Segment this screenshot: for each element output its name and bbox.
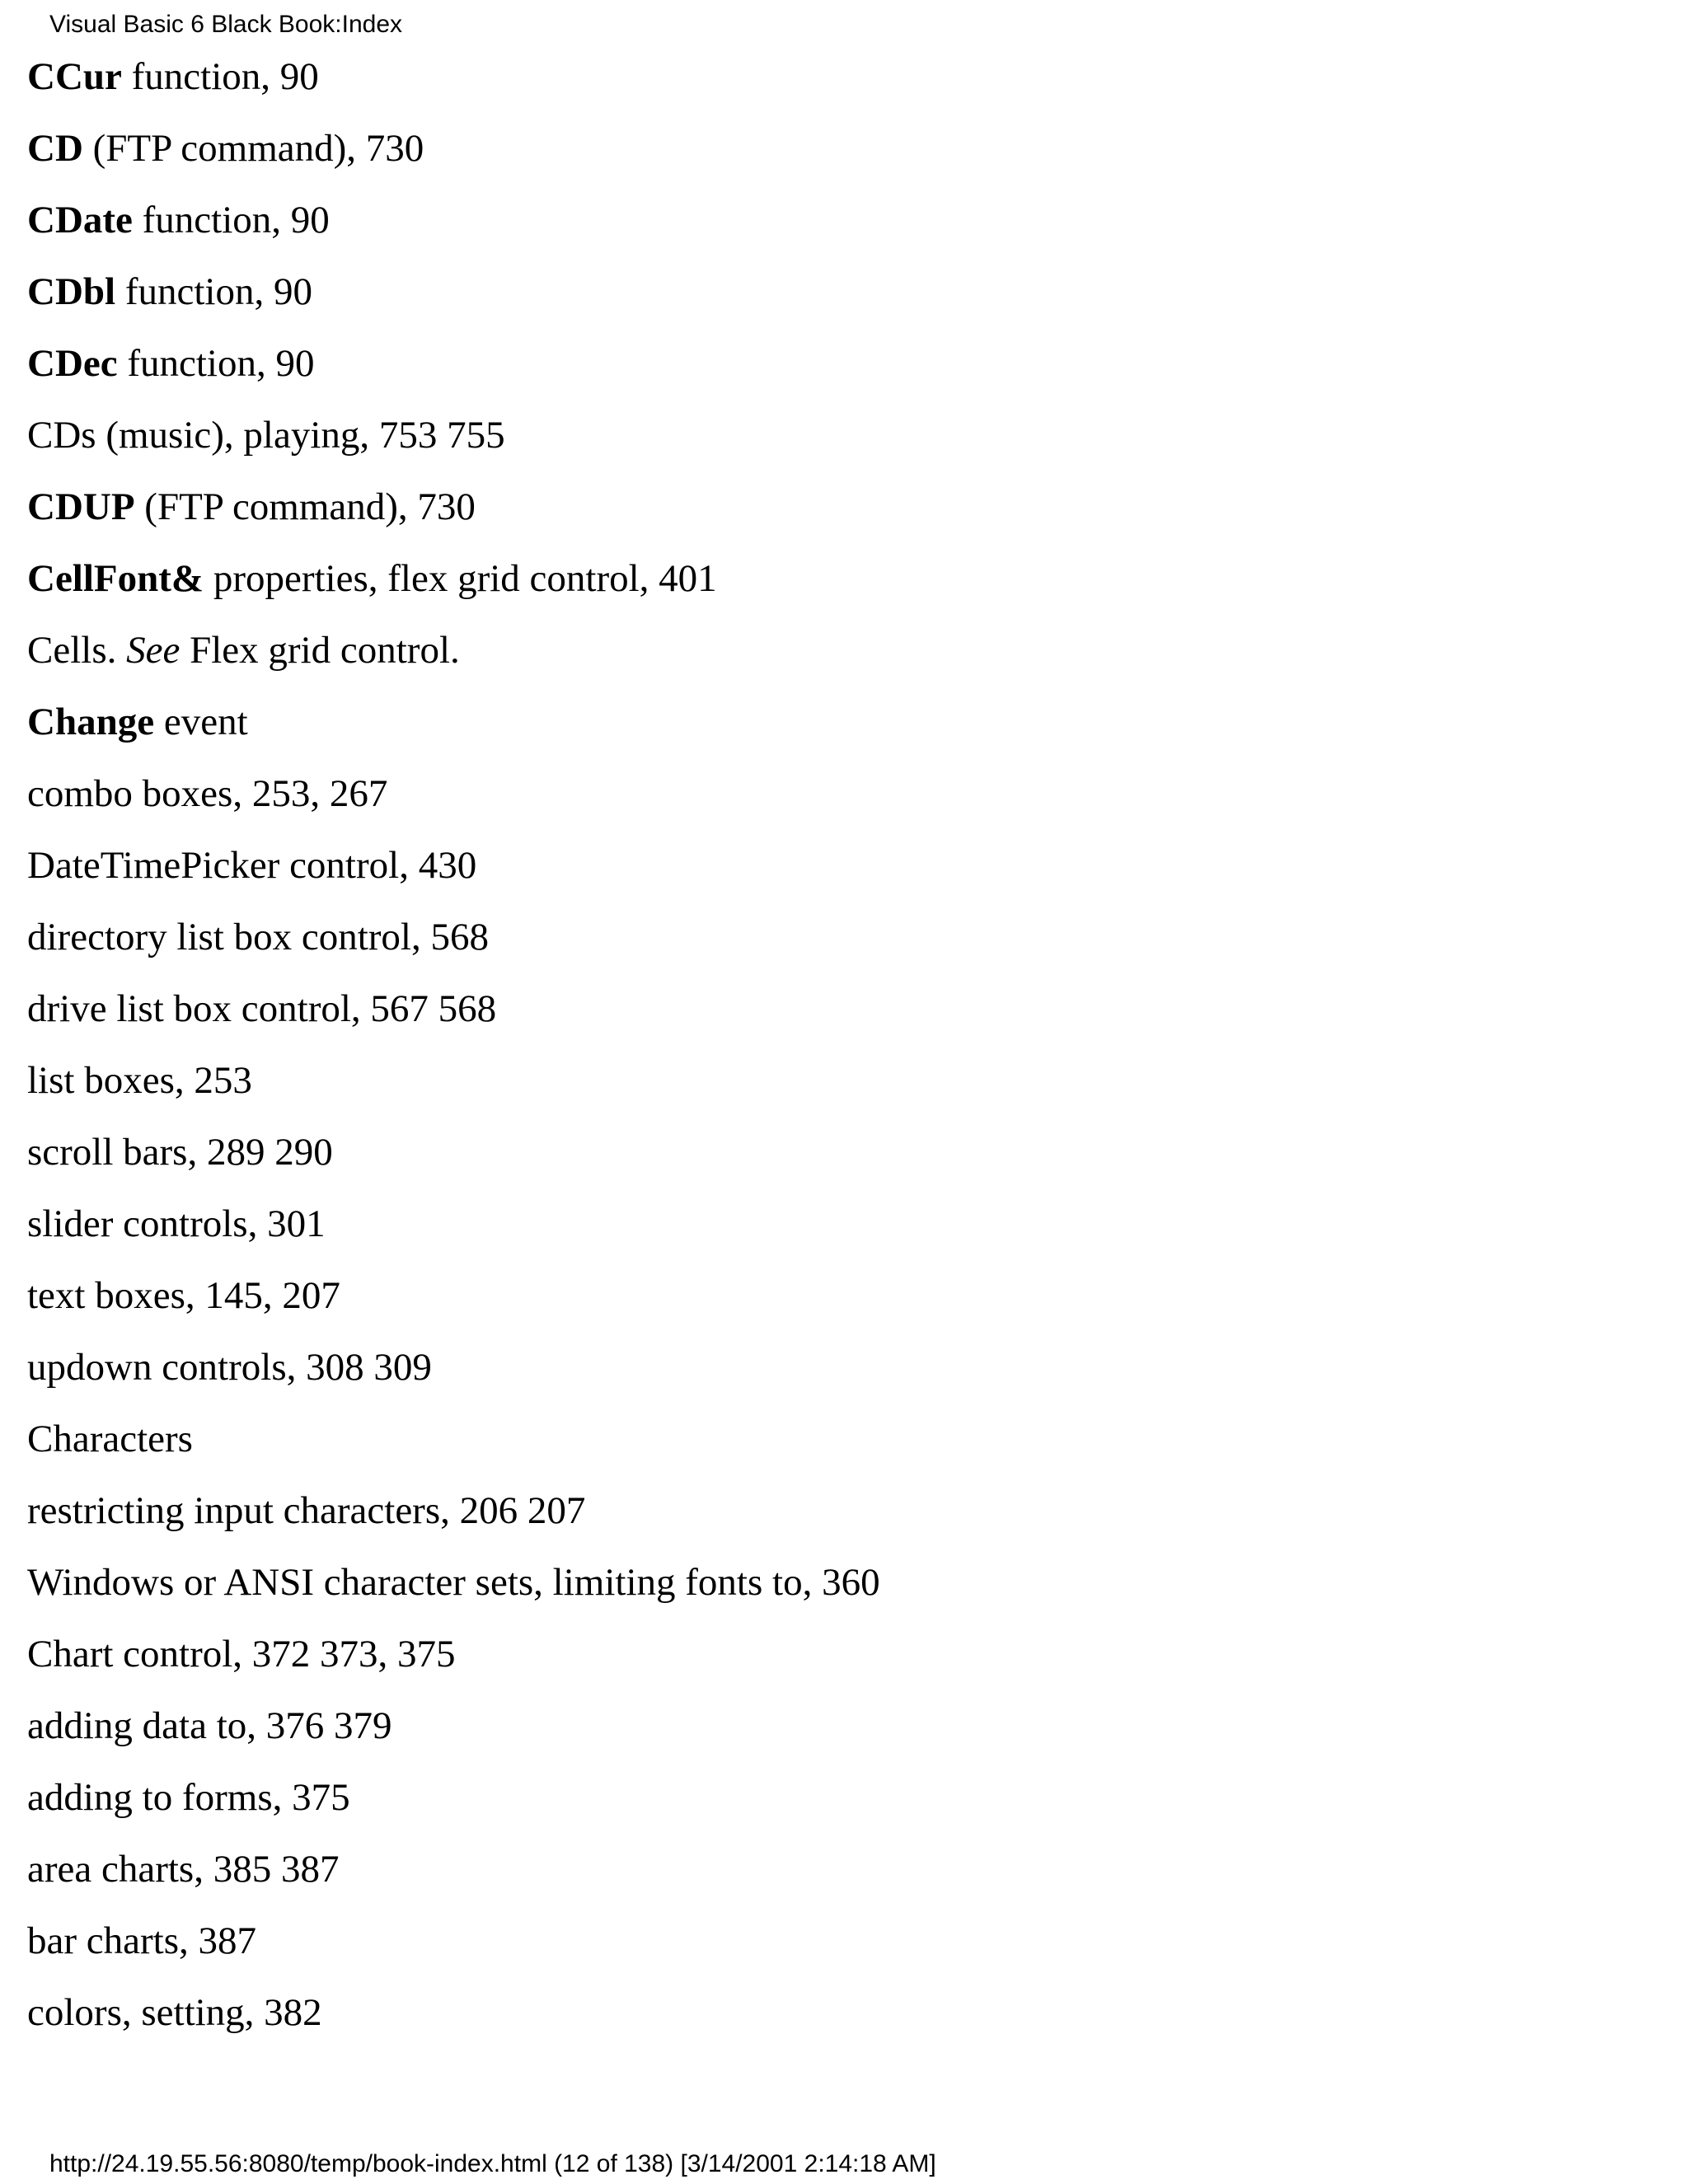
see-reference: See: [126, 629, 181, 672]
index-entry-change: [27, 695, 880, 766]
index-text: combo boxes, 253, 267: [27, 772, 388, 815]
index-text: list boxes, 253: [27, 1059, 252, 1102]
index-text: function, 90: [117, 342, 315, 385]
index-text: DateTimePicker control, 430: [27, 844, 477, 887]
index-term: CellFont&: [27, 557, 204, 600]
index-text: CDs (music), playing, 753 755: [27, 414, 505, 457]
index-text: properties, flex grid control, 401: [204, 557, 717, 600]
index-text: adding data to, 376 379: [27, 1704, 392, 1747]
index-text: event: [154, 701, 248, 743]
index-text: slider controls, 301: [27, 1202, 326, 1245]
index-entry-cd: [27, 121, 880, 193]
index-entry-cdbl: [27, 265, 880, 336]
index-entry-cds-music: [27, 408, 880, 480]
index-text: drive list box control, 567 568: [27, 987, 497, 1030]
index-subentry-combo-boxes: [27, 766, 880, 838]
index-text: directory list box control, 568: [27, 916, 489, 958]
index-entry-cdec: [27, 336, 880, 408]
index-subentry-list-boxes: [27, 1053, 880, 1125]
index-text: Windows or ANSI character sets, limiting fonts to, 360: [27, 1561, 880, 1604]
index-text: text boxes, 145, 207: [27, 1274, 340, 1317]
index-term: CDec: [27, 342, 118, 385]
index-term: CD: [27, 127, 83, 170]
index-subentry-scroll-bars: [27, 1125, 880, 1197]
index-text: function, 90: [121, 55, 319, 98]
page-footer: http://24.19.55.56:8080/temp/book-index.html (12 of 138) [3/14/2001 2:14:18 AM]: [49, 2150, 936, 2177]
index-entry-cdup: [27, 480, 880, 551]
index-text: restricting input characters, 206 207: [27, 1489, 586, 1532]
index-entry-cdate: [27, 193, 880, 265]
index-subentry-restricting-input: [27, 1483, 880, 1555]
index-entry-cells: [27, 623, 880, 695]
index-text: function, 90: [115, 270, 312, 313]
index-text: (FTP command), 730: [82, 127, 424, 170]
index-subentry-directory-list-box: [27, 910, 880, 982]
index-entry-cellfont: [27, 551, 880, 623]
index-term: CCur: [27, 55, 122, 98]
page-header: Visual Basic 6 Black Book:Index: [49, 11, 403, 38]
index-term: CDUP: [27, 485, 135, 528]
index-subentry-adding-data: [27, 1699, 880, 1770]
index-prefix: Cells.: [27, 629, 127, 672]
index-subentry-slider-controls: [27, 1197, 880, 1268]
index-text: (FTP command), 730: [134, 485, 476, 528]
index-text: bar charts, 387: [27, 1919, 256, 1962]
index-subentry-drive-list-box: [27, 982, 880, 1053]
index-subentry-updown-controls: [27, 1340, 880, 1412]
index-subentry-colors-setting: [27, 1985, 880, 2057]
index-text: Chart control, 372 373, 375: [27, 1633, 456, 1675]
index-term: CDate: [27, 199, 133, 241]
index-term: Change: [27, 701, 155, 743]
index-subentry-text-boxes: [27, 1268, 880, 1340]
index-entry-ccur: [27, 49, 880, 121]
index-entry-chart-control: [27, 1627, 880, 1699]
index-subentry-datetimepicker: [27, 838, 880, 910]
index-text: Characters: [27, 1418, 193, 1460]
index-list: [27, 49, 880, 2057]
index-text: area charts, 385 387: [27, 1848, 340, 1891]
index-subentry-bar-charts: [27, 1914, 880, 1985]
index-text: scroll bars, 289 290: [27, 1131, 333, 1174]
index-subentry-character-sets: [27, 1555, 880, 1627]
index-term: CDbl: [27, 270, 116, 313]
index-text: colors, setting, 382: [27, 1991, 322, 2034]
index-text: updown controls, 308 309: [27, 1346, 432, 1389]
index-entry-characters: [27, 1412, 880, 1483]
index-subentry-adding-to-forms: [27, 1770, 880, 1842]
index-subentry-area-charts: [27, 1842, 880, 1914]
index-text: Flex grid control.: [180, 629, 460, 672]
index-text: adding to forms, 375: [27, 1776, 350, 1819]
index-text: function, 90: [132, 199, 330, 241]
